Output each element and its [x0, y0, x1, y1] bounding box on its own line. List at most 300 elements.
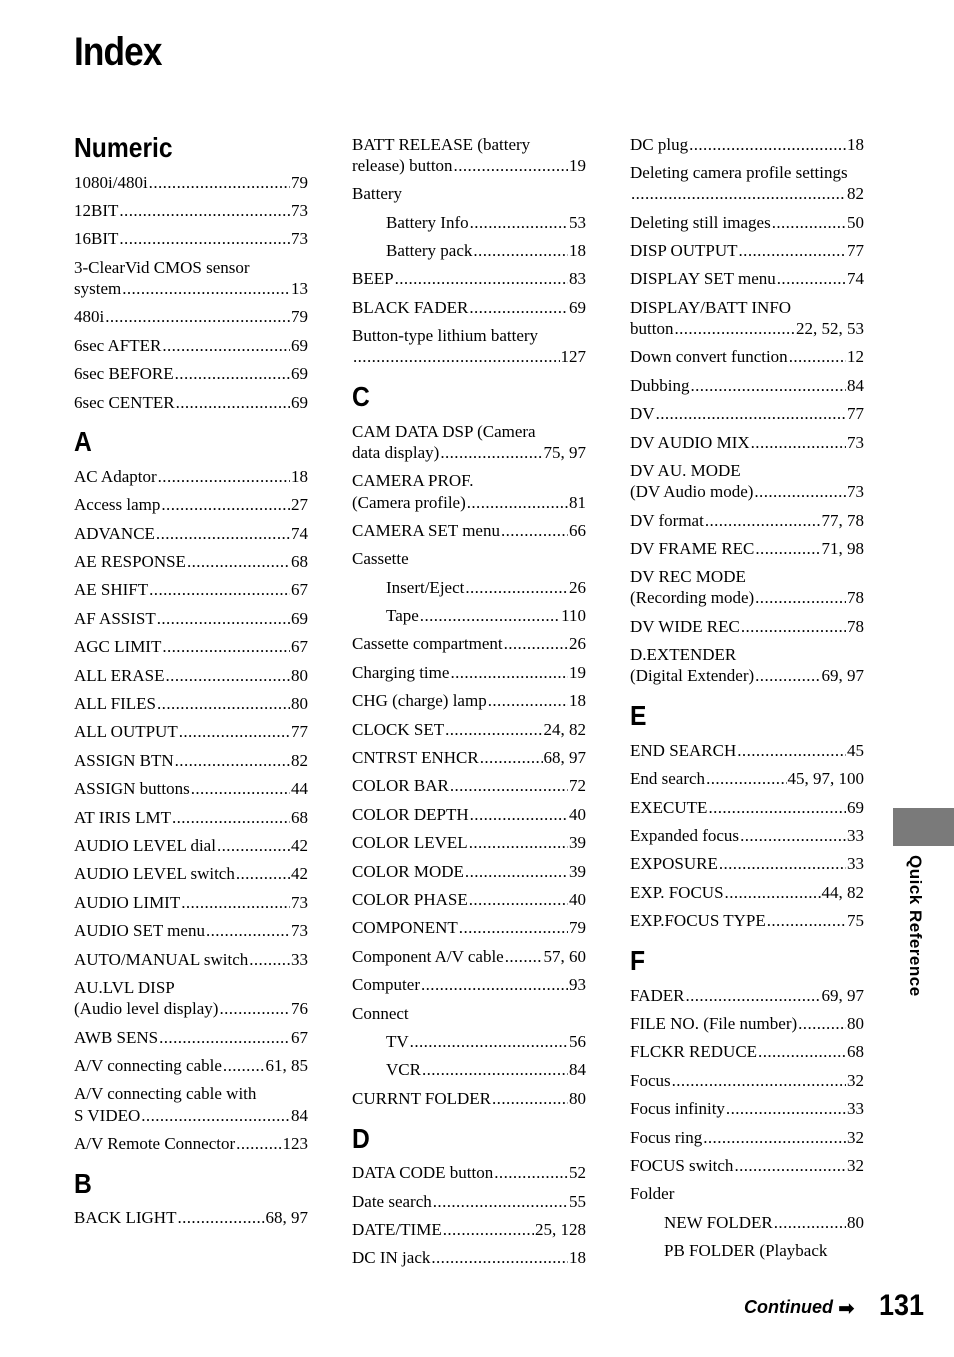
page-reference: 25, 128 — [535, 1219, 586, 1239]
index-entry — [74, 973, 308, 1023]
index-term: (Digital Extender) — [630, 666, 755, 686]
index-entry — [74, 225, 308, 253]
index-entry — [74, 168, 308, 196]
dot-leader — [798, 1013, 846, 1034]
page-reference: 32 — [847, 1070, 864, 1090]
index-entry — [74, 831, 308, 859]
page-reference: 69 — [847, 797, 864, 817]
page-reference: 42 — [291, 836, 308, 855]
index-term: BLACK FADER — [352, 297, 469, 317]
index-entry — [352, 417, 586, 467]
index-term: system — [74, 278, 122, 298]
page-reference: 61, 85 — [265, 1055, 308, 1075]
index-term: Folder — [630, 1184, 675, 1204]
index-entry — [352, 1187, 586, 1215]
index-term: COLOR MODE — [352, 861, 464, 881]
index-term: AT IRIS LMT — [74, 807, 171, 827]
index-entry — [74, 331, 308, 359]
index-entry — [74, 388, 308, 416]
index-term: AUDIO LEVEL switch — [74, 864, 235, 884]
index-entry — [74, 519, 308, 547]
index-entry — [630, 641, 864, 691]
section-heading: E — [630, 700, 647, 732]
index-term: AGC LIMIT — [74, 637, 162, 657]
index-entry — [352, 999, 586, 1027]
index-term: ADVANCE — [74, 523, 155, 543]
index-entry — [630, 400, 864, 428]
index-term: AWB SENS — [74, 1027, 159, 1047]
dot-leader — [772, 212, 846, 233]
index-term: CURRNT FOLDER — [352, 1088, 492, 1108]
index-entry — [74, 1129, 308, 1157]
index-term: Charging time — [352, 662, 450, 682]
index-term: Component A/V cable — [352, 946, 504, 966]
page-reference: 44, 82 — [821, 882, 864, 902]
page-reference: 40 — [569, 804, 586, 824]
dot-leader — [119, 200, 290, 221]
page-reference: 67 — [291, 580, 308, 600]
dot-leader — [465, 861, 568, 882]
index-term: Date search — [352, 1191, 432, 1211]
index-term: ASSIGN BTN — [74, 750, 174, 770]
section-heading: C — [352, 381, 370, 413]
index-term: Focus ring — [630, 1127, 703, 1147]
index-entry — [352, 1244, 586, 1272]
index-term: Down convert function — [630, 347, 788, 367]
page-reference: 12 — [847, 347, 864, 367]
index-term: COLOR BAR — [352, 776, 449, 796]
index-term: PB FOLDER (Playback — [664, 1241, 828, 1261]
page-reference: 73 — [847, 482, 864, 502]
index-entry — [630, 821, 864, 849]
dot-leader — [774, 1212, 846, 1233]
index-entry — [352, 180, 586, 208]
dot-leader — [181, 892, 290, 913]
index-term: ALL OUTPUT — [74, 722, 178, 742]
page-reference: 76 — [291, 999, 308, 1019]
dot-leader — [141, 1105, 290, 1126]
index-column-1 — [74, 130, 308, 1232]
index-entry — [352, 1215, 586, 1243]
dot-leader — [219, 998, 290, 1019]
dot-leader — [706, 768, 786, 789]
page-reference: 33 — [847, 854, 864, 874]
page-reference: 56 — [569, 1031, 586, 1051]
page-reference: 69, 97 — [821, 985, 864, 1005]
index-term: End search — [630, 769, 706, 789]
page-reference: 33 — [847, 826, 864, 846]
index-term: FLCKR REDUCE — [630, 1042, 758, 1062]
dot-leader — [156, 523, 290, 544]
index-term: Deleting still images — [630, 212, 771, 232]
index-entry — [74, 945, 308, 973]
index-entry — [352, 658, 586, 686]
index-term: TV — [386, 1031, 409, 1051]
index-entry — [630, 158, 864, 208]
page-reference: 82 — [291, 750, 308, 770]
index-term: BEEP — [352, 269, 394, 289]
index-term: DISP OUTPUT — [630, 240, 738, 260]
page-reference: 80 — [847, 1212, 864, 1232]
index-term: Cassette — [352, 549, 409, 569]
page-reference: 32 — [847, 1127, 864, 1147]
dot-leader — [179, 721, 290, 742]
index-entry — [630, 1123, 864, 1151]
page-reference: 52 — [569, 1163, 586, 1183]
index-term: A/V connecting cable — [74, 1055, 222, 1075]
index-term: AE RESPONSE — [74, 552, 186, 572]
index-term-line: Button-type lithium battery — [352, 326, 539, 346]
dot-leader — [440, 442, 542, 463]
dot-leader — [703, 1127, 846, 1148]
page-reference: 26 — [569, 634, 586, 654]
index-term-line: DV AU. MODE — [630, 460, 741, 480]
index-term-line: CAM DATA DSP (Camera — [352, 421, 536, 441]
page-reference: 73 — [291, 200, 308, 220]
page-reference: 77 — [847, 404, 864, 424]
page-reference: 78 — [847, 588, 864, 608]
index-entry — [630, 130, 864, 158]
page-reference: 72 — [569, 776, 586, 796]
page-reference: 33 — [291, 949, 308, 969]
index-entry — [74, 661, 308, 689]
dot-leader — [433, 1191, 568, 1212]
index-term: Focus infinity — [630, 1099, 725, 1119]
index-entry — [352, 971, 586, 999]
dot-leader — [149, 172, 290, 193]
index-entry — [74, 604, 308, 632]
index-subentry — [352, 1027, 586, 1055]
section-heading: D — [352, 1122, 370, 1154]
index-entry — [74, 633, 308, 661]
page-title: Index — [74, 30, 162, 74]
index-term: Battery pack — [386, 240, 473, 260]
index-term: AF ASSIST — [74, 608, 156, 628]
index-term: A/V Remote Connector — [74, 1133, 236, 1153]
dot-leader — [459, 917, 568, 938]
index-entry — [352, 772, 586, 800]
index-entry — [630, 293, 864, 343]
index-entry — [352, 293, 586, 321]
dot-leader — [755, 587, 846, 608]
dot-leader — [422, 1059, 568, 1080]
dot-leader — [505, 946, 543, 967]
dot-leader — [450, 662, 568, 683]
page-reference: 75, 97 — [543, 442, 586, 462]
index-entry — [630, 371, 864, 399]
page-reference: 80 — [847, 1013, 864, 1033]
index-term: COLOR LEVEL — [352, 833, 468, 853]
index-term: 1080i/480i — [74, 172, 148, 192]
index-subentry — [352, 573, 586, 601]
dot-leader — [149, 579, 290, 600]
index-term: release) button — [352, 155, 453, 175]
dot-leader — [755, 538, 820, 559]
dot-leader — [672, 1070, 846, 1091]
dot-leader — [719, 853, 846, 874]
section-heading: F — [630, 945, 646, 976]
page-reference: 74 — [291, 523, 308, 543]
page-reference: 73 — [291, 921, 308, 941]
page-reference: 73 — [291, 892, 308, 912]
index-entry — [352, 885, 586, 913]
dot-leader — [187, 551, 290, 572]
index-entry — [74, 1051, 308, 1079]
index-entry — [352, 800, 586, 828]
index-term: 6sec AFTER — [74, 335, 162, 355]
dot-leader — [206, 920, 290, 941]
index-term-line: A/V connecting cable with — [74, 1084, 257, 1104]
dot-leader — [175, 363, 290, 384]
index-term: EXPOSURE — [630, 854, 718, 874]
index-term: VCR — [386, 1060, 421, 1080]
index-column-2 — [352, 130, 586, 1272]
index-entry — [352, 630, 586, 658]
page-reference: 18 — [847, 134, 864, 154]
index-term: DV AUDIO MIX — [630, 432, 750, 452]
page-reference: 19 — [569, 662, 586, 682]
index-entry — [352, 687, 586, 715]
page-reference: 32 — [847, 1155, 864, 1175]
dot-leader — [751, 432, 846, 453]
page-reference: 77, 78 — [821, 510, 864, 530]
dot-leader — [708, 797, 846, 818]
index-entry — [352, 516, 586, 544]
index-term: ALL FILES — [74, 694, 157, 714]
index-term: DV WIDE REC — [630, 616, 740, 636]
index-entry — [630, 1066, 864, 1094]
index-entry — [630, 981, 864, 1009]
index-entry — [74, 917, 308, 945]
dot-leader — [777, 268, 846, 289]
index-entry — [74, 1023, 308, 1051]
index-term: COMPONENT — [352, 918, 458, 938]
index-entry — [74, 196, 308, 224]
index-term: DISPLAY SET menu — [630, 269, 776, 289]
dot-leader — [236, 863, 290, 884]
dot-leader — [504, 633, 568, 654]
index-term: CAMERA SET menu — [352, 520, 500, 540]
index-term: Tape — [386, 606, 419, 626]
index-term-line: 3-ClearVid CMOS sensor — [74, 257, 250, 277]
dot-leader — [705, 510, 821, 531]
page-reference: 13 — [291, 278, 308, 298]
page-reference: 77 — [847, 240, 864, 260]
dot-leader — [191, 778, 290, 799]
dot-leader — [470, 804, 568, 825]
page-reference: 73 — [847, 432, 864, 452]
index-entry — [74, 718, 308, 746]
dot-leader — [685, 985, 820, 1006]
dot-leader — [410, 1031, 568, 1052]
page-reference: 45, 97, 100 — [787, 769, 864, 789]
dot-leader — [421, 974, 568, 995]
page-reference: 80 — [291, 665, 308, 685]
index-entry — [352, 467, 586, 517]
page-reference: 66 — [569, 520, 586, 540]
page-reference: 69 — [291, 608, 308, 628]
index-term: AUDIO LIMIT — [74, 892, 181, 912]
index-term: FOCUS switch — [630, 1155, 734, 1175]
dot-leader — [480, 747, 543, 768]
index-entry — [352, 130, 586, 180]
index-entry — [630, 907, 864, 935]
page-reference: 67 — [291, 637, 308, 657]
page-reference: 110 — [561, 606, 586, 626]
continued-label: Continued — [744, 1297, 833, 1317]
dot-leader — [674, 318, 795, 339]
index-entry — [74, 888, 308, 916]
dot-leader — [450, 775, 568, 796]
dot-leader — [501, 520, 568, 541]
index-term: CHG (charge) lamp — [352, 691, 487, 711]
dot-leader — [767, 910, 846, 931]
dot-leader — [789, 346, 846, 367]
index-entry — [74, 303, 308, 331]
dot-leader — [454, 155, 568, 176]
page-reference: 84 — [847, 375, 864, 395]
dot-leader — [734, 1155, 846, 1176]
index-term: Computer — [352, 975, 420, 995]
page-reference: 57, 60 — [543, 946, 586, 966]
index-entry — [352, 1159, 586, 1187]
dot-leader — [161, 494, 290, 515]
page-reference: 69 — [569, 297, 586, 317]
page-reference: 82 — [847, 184, 864, 204]
section-heading: A — [74, 426, 92, 458]
index-entry — [630, 612, 864, 640]
page-reference: 73 — [291, 229, 308, 249]
dot-leader — [631, 183, 846, 204]
dot-leader — [470, 212, 568, 233]
index-term: button — [630, 318, 674, 338]
index-term: Dubbing — [630, 375, 690, 395]
index-term-line: CAMERA PROF. — [352, 471, 474, 491]
page-reference: 50 — [847, 212, 864, 232]
index-entry — [352, 829, 586, 857]
index-term: AC Adaptor — [74, 466, 157, 486]
index-entry — [630, 428, 864, 456]
index-term: AUDIO LEVEL dial — [74, 836, 216, 855]
page-reference: 69 — [291, 364, 308, 384]
index-term: Battery — [352, 184, 403, 204]
dot-leader — [158, 466, 290, 487]
index-term: Connect — [352, 1003, 409, 1023]
dot-leader — [740, 825, 846, 846]
index-entry — [630, 1180, 864, 1208]
dot-leader — [431, 1247, 568, 1268]
dot-leader — [726, 1098, 846, 1119]
section-side-label: Quick Reference — [906, 855, 925, 997]
page-reference: 81 — [569, 492, 586, 512]
index-entry — [630, 506, 864, 534]
index-term: COLOR DEPTH — [352, 804, 469, 824]
index-subentry — [630, 1208, 864, 1236]
index-entry — [74, 360, 308, 388]
index-entry — [630, 765, 864, 793]
index-term: NEW FOLDER — [664, 1212, 773, 1232]
index-entry — [630, 1038, 864, 1066]
page-reference: 40 — [569, 890, 586, 909]
dot-leader — [488, 690, 568, 711]
index-term: FADER — [630, 985, 685, 1005]
index-term: Access lamp — [74, 495, 161, 515]
page-reference: 39 — [569, 833, 586, 853]
index-subentry — [630, 1237, 864, 1265]
dot-leader — [467, 492, 568, 513]
index-term-line: Deleting camera profile settings — [630, 162, 848, 182]
continued-arrow-icon: ➡ — [838, 1296, 855, 1320]
dot-leader — [445, 719, 542, 740]
index-entry — [74, 860, 308, 888]
index-term-line: BATT RELEASE (battery — [352, 134, 531, 154]
index-entry — [630, 850, 864, 878]
dot-leader — [494, 1162, 568, 1183]
dot-leader — [177, 1207, 264, 1228]
dot-leader — [223, 1055, 265, 1076]
index-term: data display) — [352, 442, 440, 462]
index-entry — [352, 914, 586, 942]
dot-leader — [176, 392, 290, 413]
index-entry — [352, 857, 586, 885]
section-heading: Numeric — [74, 132, 173, 163]
dot-leader — [656, 403, 846, 424]
index-term: 480i — [74, 307, 105, 327]
page-reference: 79 — [569, 918, 586, 938]
dot-leader — [473, 240, 568, 261]
index-entry — [630, 793, 864, 821]
index-subentry — [352, 602, 586, 630]
page-reference: 93 — [569, 975, 586, 995]
dot-leader — [162, 636, 290, 657]
index-term: EXECUTE — [630, 797, 708, 817]
page-reference: 80 — [569, 1088, 586, 1108]
dot-leader — [175, 750, 290, 771]
page-reference: 75 — [847, 911, 864, 931]
index-entry — [352, 715, 586, 743]
dot-leader — [469, 832, 568, 853]
page-reference: 69 — [291, 392, 308, 412]
index-entry — [630, 1151, 864, 1179]
page-reference: 127 — [560, 347, 586, 367]
index-term: DV — [630, 404, 655, 424]
index-term: Cassette compartment — [352, 634, 503, 654]
index-entry — [74, 491, 308, 519]
index-entry — [74, 689, 308, 717]
index-entry — [630, 563, 864, 613]
page-reference: 77 — [291, 722, 308, 742]
index-term: S VIDEO — [74, 1105, 141, 1125]
index-term: (Audio level display) — [74, 999, 219, 1019]
page-reference: 45 — [847, 740, 864, 760]
page-reference: 84 — [569, 1060, 586, 1080]
page-reference: 78 — [847, 616, 864, 636]
index-term: DATA CODE button — [352, 1163, 494, 1183]
page-reference: 18 — [291, 466, 308, 486]
page-reference: 18 — [569, 691, 586, 711]
dot-leader — [755, 665, 820, 686]
dot-leader — [737, 740, 846, 761]
page-reference: 44 — [291, 779, 308, 799]
page-reference: 74 — [847, 269, 864, 289]
page-reference: 84 — [291, 1105, 308, 1125]
page-reference: 68 — [291, 552, 308, 572]
page-reference: 68, 97 — [265, 1208, 308, 1228]
page-reference: 27 — [291, 495, 308, 515]
page-reference: 19 — [569, 155, 586, 175]
index-entry — [352, 265, 586, 293]
dot-leader — [353, 346, 560, 367]
